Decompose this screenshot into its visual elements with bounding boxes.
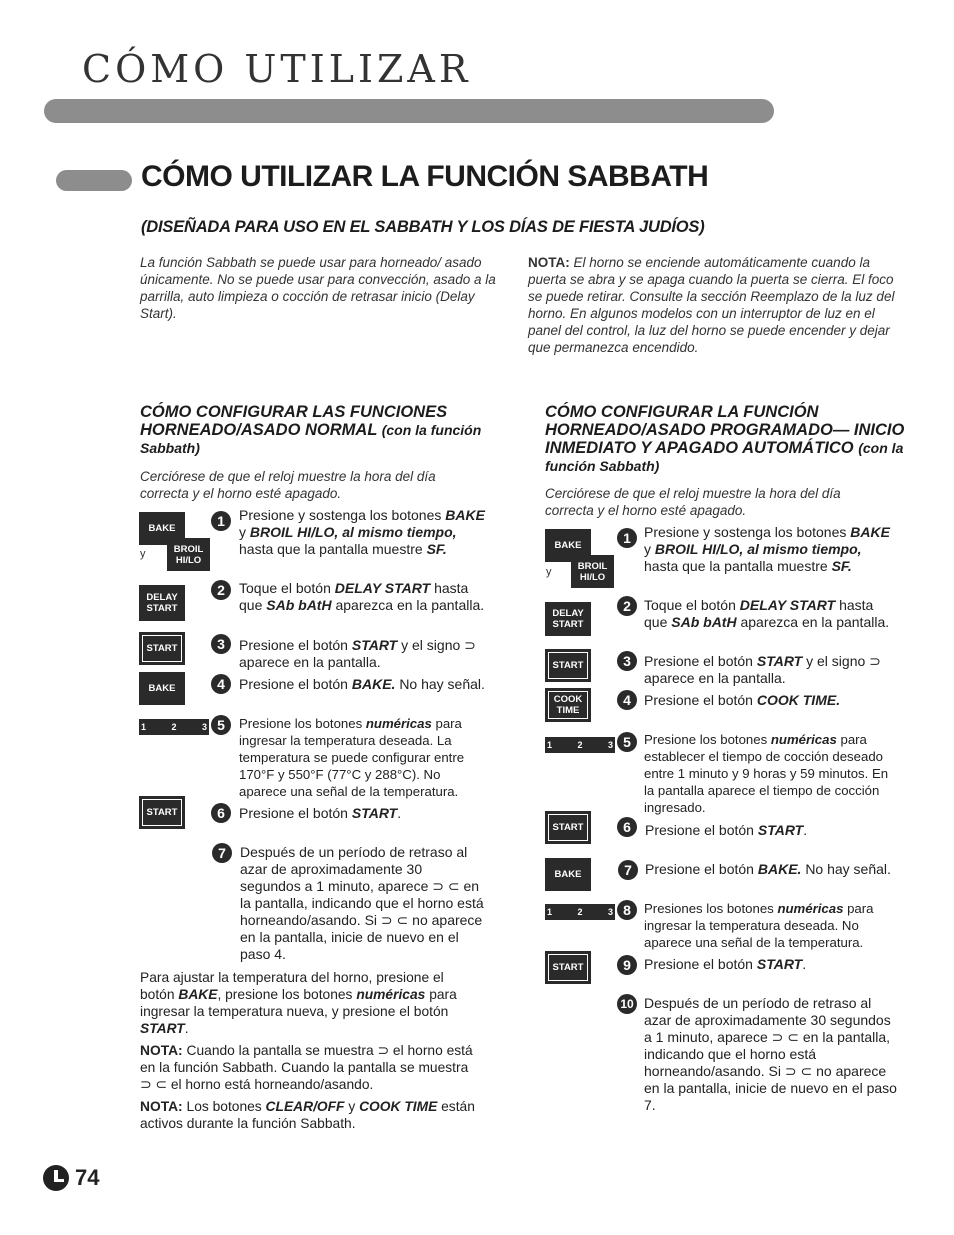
- note-2: NOTA: Los botones CLEAR/OFF y COOK TIME están activos durante la función Sabbath.: [140, 1099, 475, 1131]
- step-8-text: Presiones los botones numéricas para ingresar la temperatura deseada. No aparece una señal de la temperatura.: [644, 901, 874, 950]
- step-number: 2: [617, 596, 637, 616]
- step-5-text: Presione los botones numéricas para ingresar la temperatura deseada. La temperatura se puede configurar entre 170°F y 550°F (77°C y 288°C). No aparece una señal de la temperatura.: [239, 716, 465, 799]
- section-title: CÓMO UTILIZAR LA FUNCIÓN SABBATH: [141, 160, 709, 193]
- bake-button: BAKE: [545, 529, 591, 562]
- step-number: 2: [211, 580, 231, 600]
- number-pad: 1 2 3: [545, 904, 615, 920]
- page-number: 74: [75, 1165, 100, 1190]
- step-number: 7: [212, 843, 232, 863]
- start-button: START: [139, 796, 185, 829]
- step-number: 4: [617, 690, 637, 710]
- step-1-text: Presione y sostenga los botones BAKE y BROIL HI/LO, al mismo tiempo, hasta que la pantalla muestre SF.: [239, 507, 485, 557]
- start-button: START: [139, 632, 185, 665]
- number-pad: 1 2 3: [545, 737, 615, 753]
- step-number: 10: [617, 994, 637, 1014]
- step-number: 3: [617, 651, 637, 671]
- bake-button: BAKE: [139, 512, 185, 545]
- step-number: 7: [618, 860, 638, 880]
- note-1: NOTA: Cuando la pantalla se muestra ⊃ el horno está en la función Sabbath. Cuando la pantalla se muestra ⊃ ⊂ el horno está horneando/asando.: [140, 1043, 473, 1092]
- right-heading-small: (con la función Sabbath): [545, 440, 904, 474]
- broil-hilo-button: BROIL HI/LO: [571, 555, 614, 588]
- adjust-temp-text: Para ajustar la temperatura del horno, presione el botón BAKE, presione los botones numéricas para ingresar la temperatura nueva, y presione el botón START.: [140, 970, 457, 1036]
- bake-button: BAKE: [545, 858, 591, 891]
- step-6-text: Presione el botón START.: [239, 805, 402, 821]
- and-label: y: [140, 548, 146, 560]
- section-pill: [56, 170, 132, 191]
- start-button: START: [545, 951, 591, 984]
- intro-right: [528, 254, 900, 356]
- cook-time-button: COOK TIME: [545, 688, 591, 722]
- delay-start-button: DELAY START: [139, 585, 185, 621]
- intro-right-text: El horno se enciende automáticamente cuando la puerta se abra y se apaga cuando la puerta se cierra. El foco se puede retirar. Consulte la sección Reemplazo de la luz del horno. En algunos modelos con un interruptor de luz en el panel del control, la luz del horno se puede encender y dejar que permanezca encendido.: [528, 255, 895, 355]
- section-subtitle: (DISEÑADA PARA USO EN EL SABBATH Y LOS DÍAS DE FIESTA JUDÍOS): [141, 218, 705, 236]
- step-number: 5: [211, 715, 231, 735]
- step-number: 1: [211, 511, 231, 531]
- step-number: 4: [211, 674, 231, 694]
- step-7-text: Presione el botón BAKE. No hay señal.: [645, 861, 891, 877]
- left-heading-small: (con la función Sabbath): [140, 422, 482, 456]
- step-4-text: Presione el botón COOK TIME.: [644, 692, 841, 708]
- right-heading: [545, 403, 905, 475]
- bake-button: BAKE: [139, 672, 185, 705]
- start-button: START: [545, 649, 591, 682]
- note-label: NOTA:: [528, 255, 570, 270]
- left-heading-main: CÓMO CONFIGURAR LAS FUNCIONES HORNEADO/ASADO NORMAL: [140, 403, 448, 439]
- step-number: 5: [617, 732, 637, 752]
- step-number: 6: [211, 803, 231, 823]
- left-heading: [140, 403, 490, 457]
- right-intro: Cerciórese de que el reloj muestre la hora del día correcta y el horno esté apagado.: [545, 486, 841, 518]
- step-number: 3: [211, 634, 231, 654]
- step-3-text: Presione el botón START y el signo ⊃ aparece en la pantalla.: [644, 653, 881, 686]
- number-pad: 1 2 3: [139, 719, 209, 735]
- step-2-text: Toque el botón DELAY START hasta que SAb bAtH aparezca en la pantalla.: [644, 597, 890, 630]
- step-2-text: Toque el botón DELAY START hasta que SAb bAtH aparezca en la pantalla.: [239, 580, 485, 613]
- step-number: 6: [617, 817, 637, 837]
- step-7-text: Después de un período de retraso al azar de aproximadamente 30 segundos a 1 minuto, aparece ⊃ ⊂ en la pantalla, indicando que el horno está horneando/asando. Si ⊃ ⊂ no aparece en la pantalla, inicie de nuevo en el paso 4.: [240, 844, 484, 962]
- step-number: 8: [617, 900, 637, 920]
- step-number: 1: [617, 528, 637, 548]
- step-9-text: Presione el botón START.: [644, 956, 807, 972]
- right-heading-main: CÓMO CONFIGURAR LA FUNCIÓN HORNEADO/ASADO PROGRAMADO— INICIO INMEDIATO Y APAGADO AUTOMÁTICO: [545, 403, 905, 457]
- start-button: START: [545, 811, 591, 844]
- left-intro: Cerciórese de que el reloj muestre la hora del día correcta y el horno esté apagado.: [140, 469, 436, 501]
- step-10-text: Después de un período de retraso al azar de aproximadamente 30 segundos a 1 minuto, aparece ⊃ ⊂ en la pantalla, indicando que el horno está horneando/asando. Si ⊃ ⊂ no aparece en la pantalla, inicie de nuevo en el paso 7.: [644, 995, 897, 1113]
- step-6-text: Presione el botón START.: [645, 822, 808, 838]
- step-4-text: Presione el botón BAKE. No hay señal.: [239, 676, 485, 692]
- step-1-text: Presione y sostenga los botones BAKE y BROIL HI/LO, al mismo tiempo, hasta que la pantalla muestre SF.: [644, 524, 890, 574]
- and-label: y: [546, 566, 552, 578]
- header-bar: [44, 99, 774, 123]
- broil-hilo-button: BROIL HI/LO: [167, 538, 210, 571]
- step-3-text: Presione el botón START y el signo ⊃ aparece en la pantalla.: [239, 637, 476, 670]
- intro-left: La función Sabbath se puede usar para horneado/ asado únicamente. No se puede usar para convección, asado a la parrilla, auto limpieza o cocción de retrasar inicio (Delay Start).: [140, 255, 496, 321]
- delay-start-button: DELAY START: [545, 602, 591, 636]
- chapter-title: CÓMO UTILIZAR: [82, 47, 472, 91]
- step-number: 9: [617, 955, 637, 975]
- step-5-text: Presione los botones numéricas para establecer el tiempo de cocción deseado entre 1 minuto y 9 horas y 59 minutos. En la pantalla aparece el tiempo de cocción ingresado.: [644, 732, 889, 815]
- lg-logo-icon: [43, 1165, 69, 1191]
